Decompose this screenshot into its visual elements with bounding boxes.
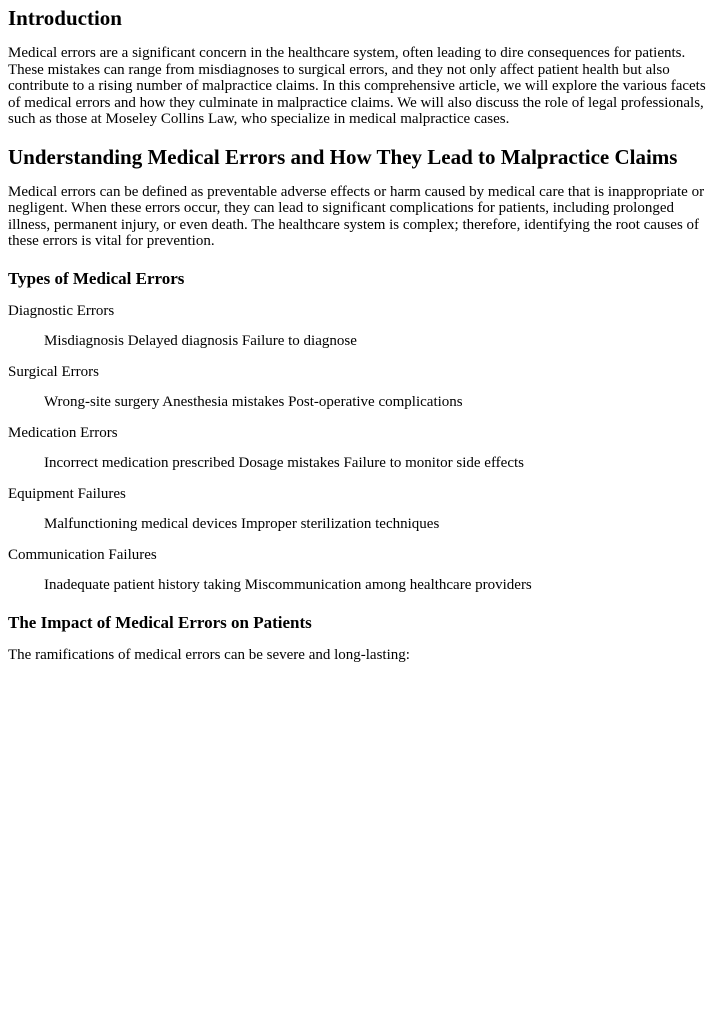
type-desc-medication: Incorrect medication prescribed Dosage mistakes Failure to monitor side effects: [44, 455, 524, 471]
type-term-communication: Communication Failures: [8, 546, 157, 563]
type-desc-surgical: Wrong-site surgery Anesthesia mistakes Post-operative complications: [44, 394, 463, 410]
types-list: [8, 303, 712, 594]
type-desc-equipment: Malfunctioning medical devices Improper sterilization techniques: [44, 516, 440, 532]
type-term-surgical: Surgical Errors: [8, 363, 99, 380]
types-heading: Types of Medical Errors: [8, 268, 185, 288]
intro-paragraph: Medical errors are a significant concern in the healthcare system, often leading to dire consequences for patients. These mistakes can range from misdiagnoses to surgical errors, and they not only affect patient health but also contribute to a rising number of malpractice claims. In this comprehensive article, we will explore the various facets of medical errors and how they culminate in malpractice claims. We will also discuss the role of legal professionals, such as those at Moseley Collins Law, who specialize in medical malpractice cases.: [8, 45, 706, 127]
understanding-heading: Understanding Medical Errors and How They Lead to Malpractice Claims: [8, 144, 678, 169]
understanding-paragraph: Medical errors can be defined as preventable adverse effects or harm caused by medical care that is inappropriate or negligent. When these errors occur, they can lead to significant complications for patients, including prolonged illness, permanent injury, or even death. The healthcare system is complex; therefore, identifying the root causes of these errors is vital for prevention.: [8, 183, 705, 249]
type-term-diagnostic: Diagnostic Errors: [8, 302, 115, 319]
type-term-equipment: Equipment Failures: [8, 485, 126, 502]
intro-heading: Introduction: [8, 6, 122, 30]
impact-paragraph: The ramifications of medical errors can be severe and long-lasting:: [8, 646, 410, 663]
impact-heading: The Impact of Medical Errors on Patients: [8, 612, 312, 632]
type-desc-diagnostic: Misdiagnosis Delayed diagnosis Failure to diagnose: [44, 333, 357, 349]
type-term-medication: Medication Errors: [8, 424, 118, 441]
article: [0, 5, 720, 663]
type-desc-communication: Inadequate patient history taking Miscommunication among healthcare providers: [44, 577, 532, 593]
